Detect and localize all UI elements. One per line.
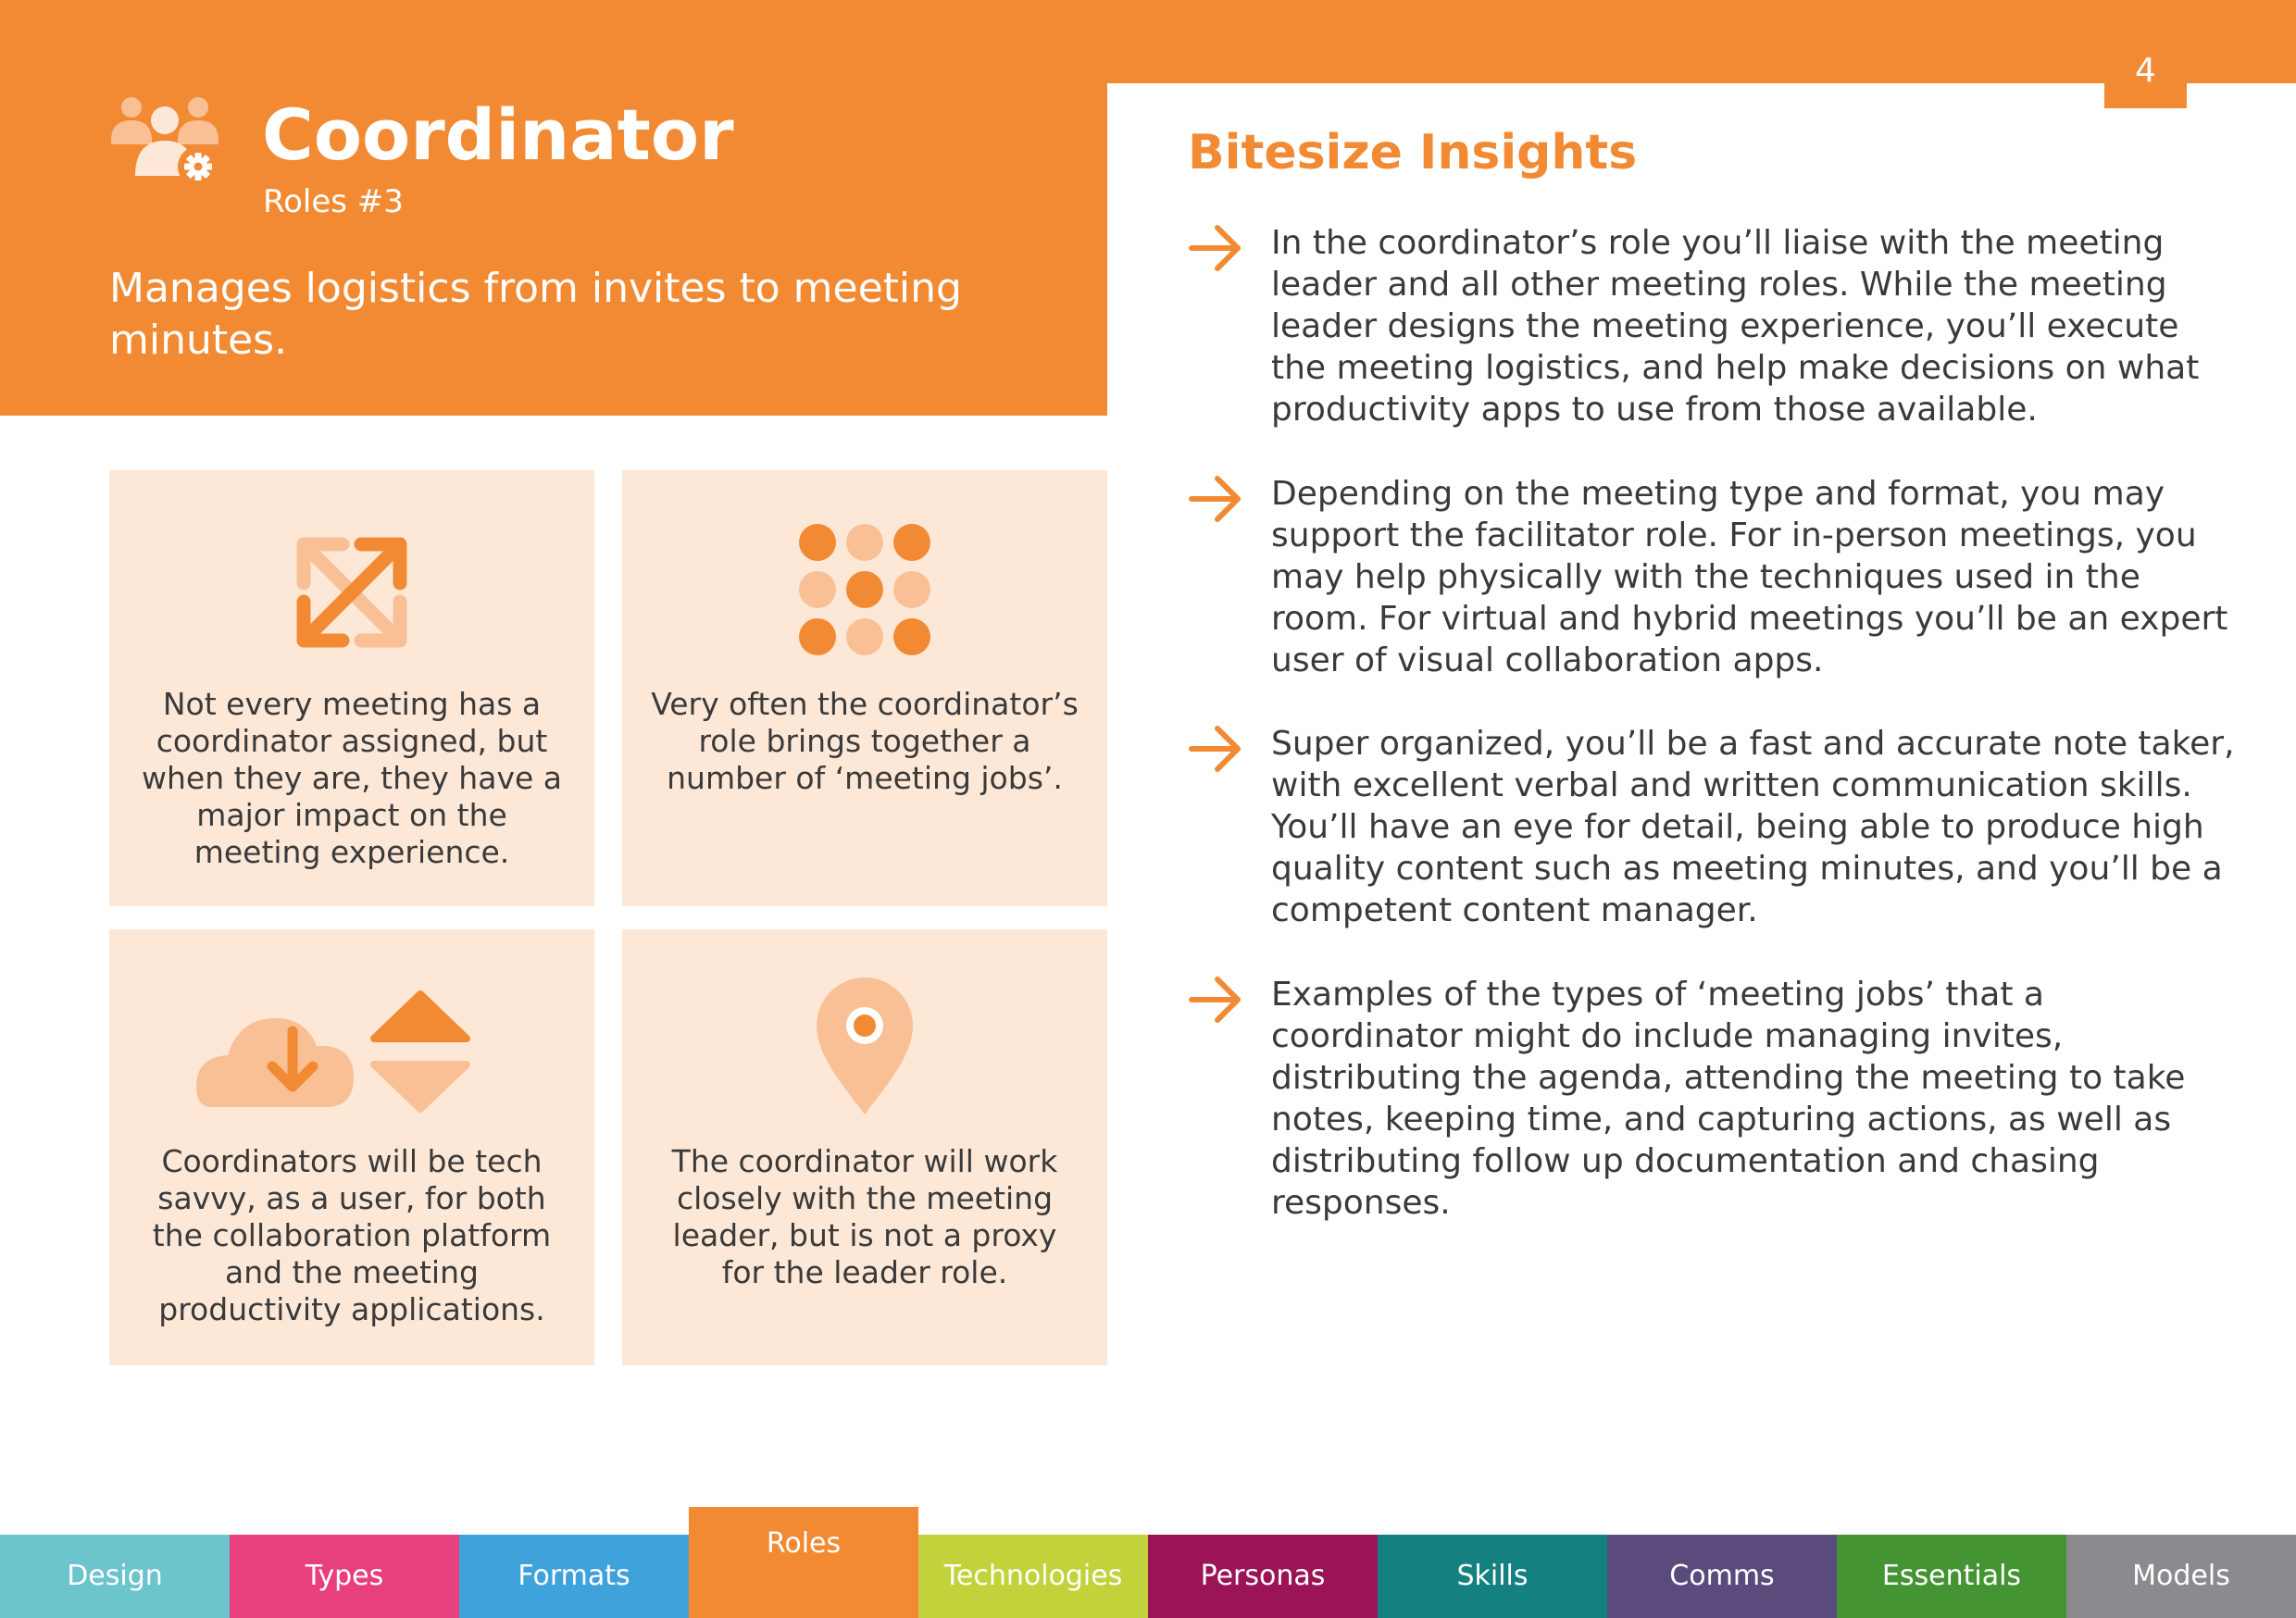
nav-tab-formats[interactable]: Formats <box>459 1535 689 1618</box>
card-text: The coordinator will work closely with the meeting leader, but is not a proxy for the leader role. <box>671 1143 1058 1290</box>
section-nav-bar <box>0 1527 2296 1618</box>
card-text: Coordinators will be tech savvy, as a user, for both the collaboration platform and the meeting productivity applications. <box>152 1143 552 1327</box>
nav-tab-models[interactable]: Models <box>2066 1535 2296 1618</box>
dot-grid-icon <box>622 517 1107 665</box>
nav-tab-essentials[interactable]: Essentials <box>1837 1535 2066 1618</box>
page-number: 4 <box>2104 56 2187 108</box>
users-gear-icon <box>109 91 224 183</box>
arrow-right-icon <box>1188 224 1243 272</box>
arrow-right-icon <box>1188 725 1243 773</box>
nav-tab-personas[interactable]: Personas <box>1148 1535 1378 1618</box>
card-text: Not every meeting has a coordinator assigned, but when they are, they have a major impact on the meeting experience. <box>142 686 562 870</box>
cloud-download-sort-icon <box>109 976 594 1124</box>
map-pin-icon <box>622 976 1107 1124</box>
nav-tab-roles[interactable]: Roles <box>689 1507 918 1618</box>
card-text: Very often the coordinator’s role brings together a number of ‘meeting jobs’. <box>651 686 1079 796</box>
arrow-right-icon <box>1188 976 1243 1024</box>
nav-tab-skills[interactable]: Skills <box>1378 1535 1607 1618</box>
insight-text: Depending on the meeting type and format, you may support the facilitator role. For in-person meetings, you may help physically with the techniques used in the room. For virtual and hybrid meetings you’ll be an expert user of visual collaboration apps. <box>1271 475 2228 679</box>
info-card-3 <box>109 929 594 1365</box>
role-tagline: Manages logistics from invites to meeting minutes. <box>109 265 962 364</box>
nav-tab-comms[interactable]: Comms <box>1607 1535 1837 1618</box>
info-card-2 <box>622 470 1107 906</box>
insight-text: In the coordinator’s role you’ll liaise with the meeting leader and all other meeting roles. While the meeting leader designs the meeting experience, you’ll execute the meeting logistics, and help make decisions on what productivity apps to use from those available. <box>1271 224 2200 429</box>
insight-text: Super organized, you’ll be a fast and accurate note taker, with excellent verbal and written communication skills. You’ll have an eye for detail, being able to produce high quality content such as meeting minutes, and you’ll be a competent content manager. <box>1271 725 2235 929</box>
info-card-4 <box>622 929 1107 1365</box>
nav-tab-technologies[interactable]: Technologies <box>918 1535 1148 1618</box>
page-title: Coordinator <box>262 93 734 176</box>
page-subtitle: Roles #3 <box>263 183 404 220</box>
nav-tab-types[interactable]: Types <box>230 1535 459 1618</box>
expand-arrows-icon <box>109 517 594 665</box>
arrow-right-icon <box>1188 475 1243 523</box>
info-card-1 <box>109 470 594 906</box>
insights-title: Bitesize Insights <box>1188 125 1638 180</box>
insight-text: Examples of the types of ‘meeting jobs’ that a coordinator might do include managing invites, distributing the agenda, attending the meeting to take notes, keeping time, and capturing actions, as well as distributing follow up documentation and chasing responses. <box>1271 976 2186 1222</box>
nav-tab-design[interactable]: Design <box>0 1535 230 1618</box>
